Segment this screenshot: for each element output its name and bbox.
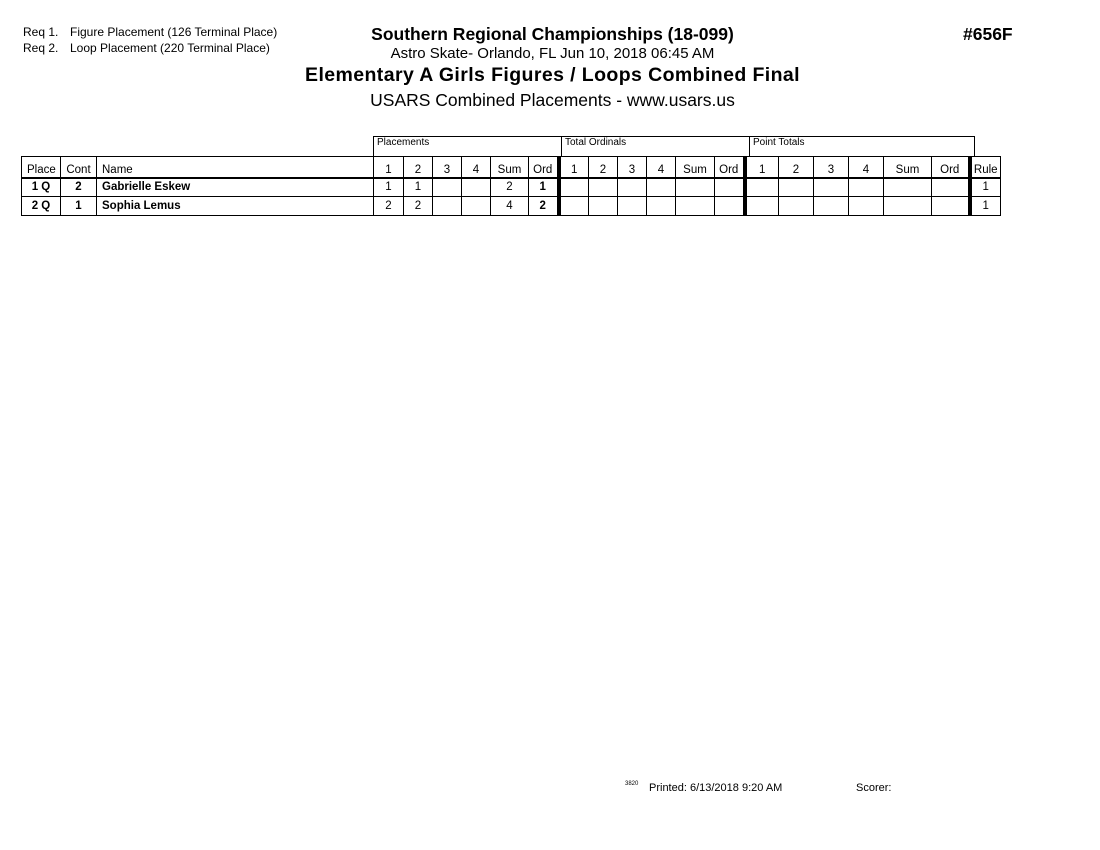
col-points-3: 3 bbox=[814, 157, 849, 178]
table-row bbox=[22, 178, 1001, 197]
cell-placement-1: 2 bbox=[374, 197, 404, 216]
cell-ordinal-2 bbox=[589, 197, 618, 216]
cell-point-ord bbox=[932, 178, 970, 197]
col-points-1: 1 bbox=[745, 157, 779, 178]
event-title: Southern Regional Championships (18-099) bbox=[371, 24, 734, 44]
table-header-row bbox=[22, 157, 1001, 178]
cell-point-1 bbox=[745, 178, 779, 197]
results-table bbox=[21, 156, 1001, 216]
cell-placement-2: 2 bbox=[404, 197, 433, 216]
requirement-number: Req 1. bbox=[23, 25, 59, 39]
cell-point-2 bbox=[779, 197, 814, 216]
cell-ordinal-ord bbox=[715, 197, 745, 216]
cell-ordinal-3 bbox=[618, 178, 647, 197]
cell-ordinal-ord bbox=[715, 178, 745, 197]
cell-point-4 bbox=[849, 178, 884, 197]
cell-placement-ord: 2 bbox=[529, 197, 559, 216]
requirement-number: Req 2. bbox=[23, 41, 59, 55]
requirement-text: Figure Placement (126 Terminal Place) bbox=[70, 25, 278, 39]
col-ordinals-3: 3 bbox=[618, 157, 647, 178]
cell-place: 2 Q bbox=[22, 197, 61, 216]
scorer-label: Scorer: bbox=[856, 782, 892, 794]
col-ordinals-2: 2 bbox=[589, 157, 618, 178]
cell-name: Sophia Lemus bbox=[97, 197, 374, 216]
col-placements-ord: Ord bbox=[529, 157, 559, 178]
cell-point-sum bbox=[884, 178, 932, 197]
col-ordinals-1: 1 bbox=[559, 157, 589, 178]
cell-placement-3 bbox=[433, 197, 462, 216]
cell-placement-4 bbox=[462, 178, 491, 197]
cell-placement-1: 1 bbox=[374, 178, 404, 197]
cell-ordinal-3 bbox=[618, 197, 647, 216]
venue-date-line: Astro Skate- Orlando, FL Jun 10, 2018 06:45 AM bbox=[390, 45, 715, 62]
category-title: Elementary A Girls Figures / Loops Combined Final bbox=[305, 64, 800, 86]
col-ordinals-4: 4 bbox=[647, 157, 676, 178]
cell-rule: 1 bbox=[970, 197, 1001, 216]
col-points-2: 2 bbox=[779, 157, 814, 178]
cell-placement-sum: 4 bbox=[491, 197, 529, 216]
cell-ordinal-1 bbox=[559, 197, 589, 216]
cell-ordinal-sum bbox=[676, 178, 715, 197]
cell-ordinal-1 bbox=[559, 178, 589, 197]
col-points-4: 4 bbox=[849, 157, 884, 178]
col-placements-1: 1 bbox=[374, 157, 404, 178]
cell-point-4 bbox=[849, 197, 884, 216]
col-place: Place bbox=[22, 157, 61, 178]
cell-point-sum bbox=[884, 197, 932, 216]
cell-rule: 1 bbox=[970, 178, 1001, 197]
col-placements-3: 3 bbox=[433, 157, 462, 178]
group-header-point-totals: Point Totals bbox=[749, 136, 975, 156]
event-number: #656F bbox=[963, 24, 1013, 44]
table-row bbox=[22, 197, 1001, 216]
cell-ordinal-4 bbox=[647, 178, 676, 197]
col-placements-sum: Sum bbox=[491, 157, 529, 178]
cell-placement-2: 1 bbox=[404, 178, 433, 197]
group-header-total-ordinals: Total Ordinals bbox=[561, 136, 750, 156]
cell-cont: 2 bbox=[61, 178, 97, 197]
cell-cont: 1 bbox=[61, 197, 97, 216]
col-placements-4: 4 bbox=[462, 157, 491, 178]
cell-placement-4 bbox=[462, 197, 491, 216]
col-rule: Rule bbox=[970, 157, 1001, 178]
col-ordinals-sum: Sum bbox=[676, 157, 715, 178]
printed-timestamp: Printed: 6/13/2018 9:20 AM bbox=[649, 782, 783, 794]
col-placements-2: 2 bbox=[404, 157, 433, 178]
col-points-ord: Ord bbox=[932, 157, 970, 178]
col-name: Name bbox=[97, 157, 374, 178]
cell-point-3 bbox=[814, 178, 849, 197]
cell-ordinal-sum bbox=[676, 197, 715, 216]
group-header-placements: Placements bbox=[373, 136, 562, 156]
col-points-sum: Sum bbox=[884, 157, 932, 178]
cell-placement-3 bbox=[433, 178, 462, 197]
col-cont: Cont bbox=[61, 157, 97, 178]
cell-point-1 bbox=[745, 197, 779, 216]
cell-ordinal-4 bbox=[647, 197, 676, 216]
footer-code: 3820 bbox=[625, 781, 639, 787]
col-ordinals-ord: Ord bbox=[715, 157, 745, 178]
cell-placement-ord: 1 bbox=[529, 178, 559, 197]
cell-point-2 bbox=[779, 178, 814, 197]
cell-point-3 bbox=[814, 197, 849, 216]
requirement-text: Loop Placement (220 Terminal Place) bbox=[70, 41, 270, 55]
cell-ordinal-2 bbox=[589, 178, 618, 197]
cell-point-ord bbox=[932, 197, 970, 216]
cell-place: 1 Q bbox=[22, 178, 61, 197]
cell-name: Gabrielle Eskew bbox=[97, 178, 374, 197]
cell-placement-sum: 2 bbox=[491, 178, 529, 197]
placement-method-subtitle: USARS Combined Placements - www.usars.us bbox=[370, 90, 735, 110]
